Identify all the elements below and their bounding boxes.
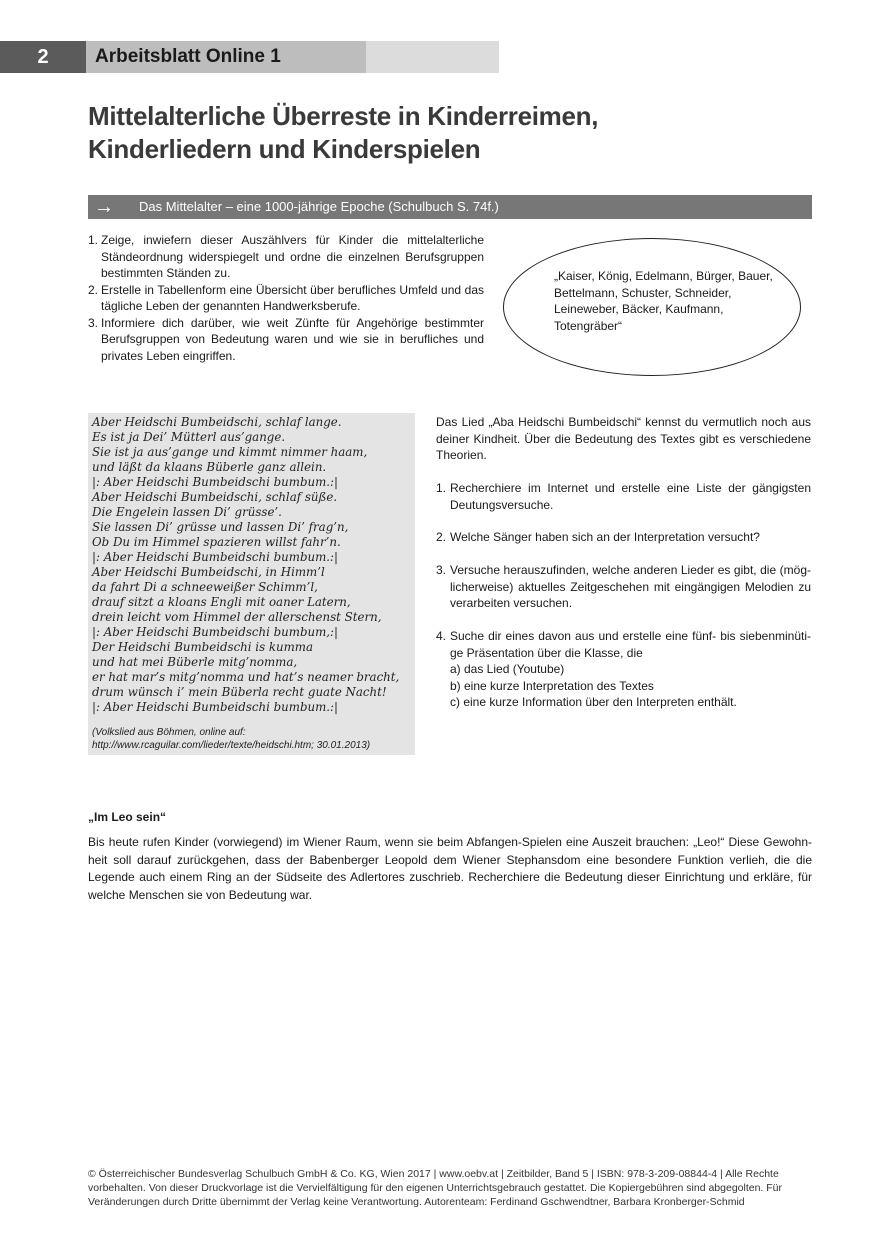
song-line: drein leicht vom Himmel der allerschenst Stern, [92,610,382,624]
song-intro-text: Das Lied „Aba Heidschi Bumbeidschi“ kennst du vermutlich noch aus deiner Kindheit. Über die Bedeutung des Textes gibt es verschiedene Theorien. [436,415,811,462]
task-text: Zeige, inwiefern dieser Auszählvers für Kinder die mittelalterliche Ständeordnung widerspiegelt und ordne die einzelnen Berufsgruppen bestimmten Ständen zu. [101,233,484,280]
song-line: Es ist ja Dei’ Mütterl aus’gange. [92,430,286,444]
task-number: 3. [436,563,447,577]
song-source-line: (Volkslied aus Böhmen, online auf: [92,727,246,738]
task-text: Suche dir eines davon aus und erstelle eine fünf- bis siebenminütige Präsentation über die Klasse, die [450,629,811,660]
section-bar [88,195,812,219]
song-line: Aber Heidschi Bumbeidschi, schlaf süße. [92,490,338,504]
song-source-url: http://www.rcaguilar.com/lieder/texte/heidschi.htm; 30.01.2013) [92,740,371,751]
task-number: 2. [88,282,99,297]
list-item [436,480,811,513]
song-line: Aber Heidschi Bumbeidschi, schlaf lange. [92,415,342,429]
page-title-line-1: Mittelalterliche Überreste in Kinderreimen, [88,101,599,131]
task-number: 2. [436,530,447,544]
song-line: Ob Du im Himmel spazieren willst fahr’n. [92,535,341,549]
song-source [92,726,370,752]
song-line: |: Aber Heidschi Bumbeidschi bumbum,:| [92,625,338,639]
song-line: |: Aber Heidschi Bumbeidschi bumbum.:| [92,700,338,714]
list-item [88,282,484,315]
song-line: und hat mei Büberle mitg’nomma, [92,655,298,669]
task-number: 4. [436,629,447,643]
song-line: drum wünsch i’ mein Büberla recht guate Nacht! [92,685,387,699]
song-lyrics [92,415,411,715]
song-line: drauf sitzt a kloans Engli mit oaner Latern, [92,595,351,609]
task-number: 1. [436,481,447,495]
task-subitem: a) das Lied (Youtube) [450,662,565,676]
song-line: Die Engelein lassen Di’ grüsse’. [92,505,282,519]
task-number: 1. [88,233,99,247]
section-label: Das Mittelalter – eine 1000-jährige Epoche (Schulbuch S. 74f.) [139,199,499,214]
task-text: Erstelle in Tabellenform eine Übersicht über berufliches Umfeld und das tägliche Leben der genannten Handwerksberufe. [101,282,484,313]
task-text: Versuche herauszufinden, welche anderen Lieder es gibt, die (möglicherweise) aktuelles Zeitgeschehen mit eingängigen Melodien zu verarbeiten versuchen. [450,563,811,610]
task-list-1 [88,232,484,364]
task-text: Welche Sänger haben sich an der Interpretation versucht? [450,530,760,544]
worksheet-header-title: Arbeitsblatt Online 1 [86,41,366,73]
song-line: Aber Heidschi Bumbeidschi, in Himm’l [92,565,325,579]
task-text: Informiere dich darüber, wie weit Zünfte für Angehörige bestimmter Berufsgruppen von Bedeutung waren und wie sie in berufliches und privates Leben eingriffen. [101,315,484,363]
song-line: Der Heidschi Bumbeidschi is kumma [92,640,314,654]
task-text: Recherchiere im Internet und erstelle eine Liste der gängigsten Deutungsversuche. [450,481,811,512]
arrow-right-icon: → [94,196,114,218]
song-line: da fahrt Di a schneeweißer Schimm’l, [92,580,318,594]
list-item [88,232,484,282]
song-line: er hat mar’s mitg’nomma und hat’s neamer bracht, [92,670,400,684]
task-subitem: c) eine kurze Information über den Interpreten enthält. [450,695,737,709]
task-number: 3. [88,315,99,330]
song-line: |: Aber Heidschi Bumbeidschi bumbum.:| [92,550,338,564]
page-title [88,100,828,166]
header-bar-end [366,41,499,73]
song-lyrics-box [88,413,415,755]
copyright-footer: © Österreichischer Bundesverlag Schulbuch GmbH & Co. KG, Wien 2017 | www.oebv.at | Zeitbilder, Band 5 | ISBN: 978-3-209-08844-4 | Alle Rechte vorbehalten. Von dieser Druckvorlage ist die Vervielfältigung für den eigenen Unterrichtsgebrauch gestattet. Die Kopiergebühren sind abgegolten. Für Veränderungen durch Dritte übernimmt der Verlag keine Verantwortung. Autorenteam: Ferdinand Gschwendtner, Barbara Kronberger-Schmid [88,1168,783,1208]
list-item [436,562,811,612]
song-line: |: Aber Heidschi Bumbeidschi bumbum.:| [92,475,338,489]
list-item [436,628,811,711]
leo-heading: „Im Leo sein“ [88,810,167,824]
list-item [436,529,811,546]
task-subitem: b) eine kurze Interpretation des Textes [450,678,654,693]
song-line: Sie ist ja aus’gange und kimmt nimmer haam, [92,445,368,459]
counting-rhyme-quote: „Kaiser, König, Edelmann, Bürger, Bauer, Bettelmann, Schuster, Schneider, Leineweber, Bäcker, Kaufmann, Totengräber“ [554,269,773,333]
song-line: und läßt da klaans Büberle ganz allein. [92,460,327,474]
leo-text: Bis heute rufen Kinder (vorwiegend) im Wiener Raum, wenn sie beim Abfangen-Spielen eine Auszeit brauchen: „Leo!“ Diese Gewohnheit soll darauf zurückgehen, dass der Babenberger Leopold dem Wiener Stephansdom eine besondere Funktion verlieh, die die Legende auch einem Ring an der Südseite des Adlertores zuschrieb. Recherchiere die Bedeutung dieser Einrichtung und erkläre, für welche Menschen sie von Bedeutung war. [88,835,812,902]
page-number: 2 [0,41,86,73]
song-line: Sie lassen Di’ grüsse und lassen Di’ frag’n, [92,520,349,534]
list-item [88,315,484,365]
page-title-line-2: Kinderliedern und Kinderspielen [88,134,481,164]
